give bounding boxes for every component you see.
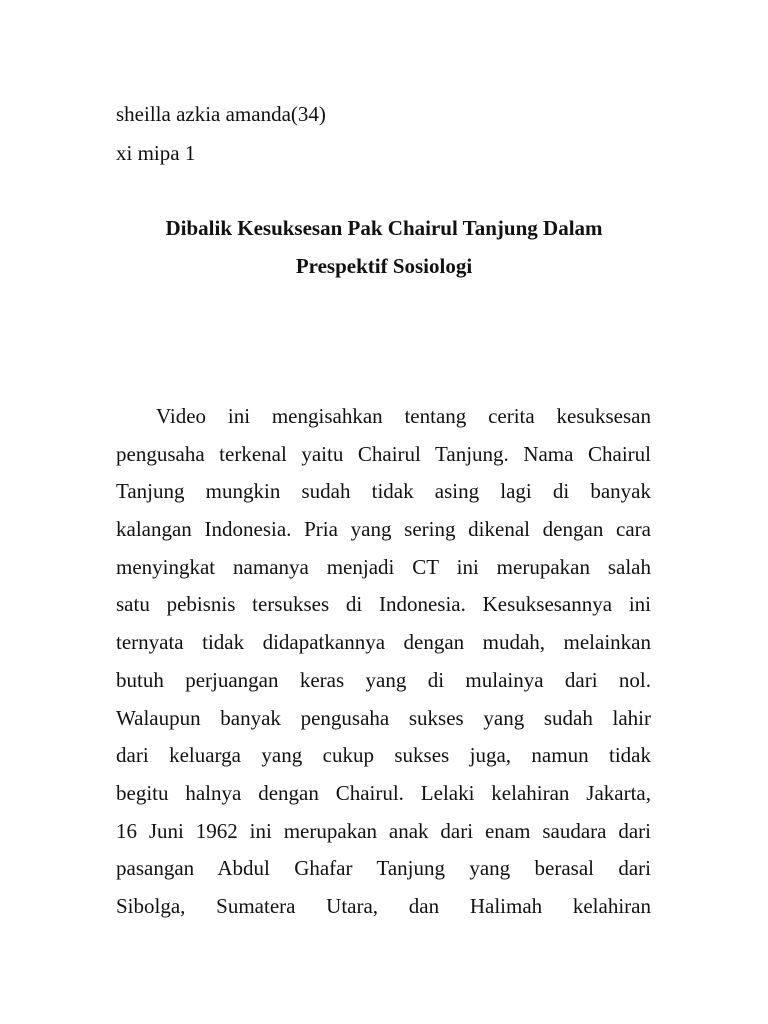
body-line: Sibolga, Sumatera Utara, dan Halimah kelahiran <box>116 893 651 918</box>
author-name: sheilla azkia amanda(34) <box>116 102 326 126</box>
title-line-1: Dibalik Kesuksesan Pak Chairul Tanjung Dalam <box>165 216 603 240</box>
class-label: xi mipa 1 <box>116 141 196 165</box>
body-line: dari keluarga yang cukup sukses juga, namun tidak <box>116 743 651 768</box>
body-line: menyingkat namanya menjadi CT ini merupakan salah <box>116 554 651 579</box>
body-line: butuh perjuangan keras yang di mulainya dari nol. <box>116 667 651 692</box>
body-line: ternyata tidak didapatkannya dengan mudah, melainkan <box>116 630 651 655</box>
body-paragraph <box>116 401 651 929</box>
body-line: Video ini mengisahkan tentang cerita kesuksesan <box>156 404 651 428</box>
body-line: kalangan Indonesia. Pria yang sering dikenal dengan cara <box>116 517 651 542</box>
body-line: Tanjung mungkin sudah tidak asing lagi di banyak <box>116 479 651 504</box>
body-line: pengusaha terkenal yaitu Chairul Tanjung. Nama Chairul <box>116 441 651 466</box>
body-line: 16 Juni 1962 ini merupakan anak dari enam saudara dari <box>116 818 651 843</box>
title-line-2: Prespektif Sosiologi <box>295 254 473 278</box>
body-line: pasangan Abdul Ghafar Tanjung yang berasal dari <box>116 856 651 881</box>
body-line: Walaupun banyak pengusaha sukses yang sudah lahir <box>116 705 651 730</box>
body-line: begitu halnya dengan Chairul. Lelaki kelahiran Jakarta, <box>116 780 651 805</box>
body-line: satu pebisnis tersukses di Indonesia. Kesuksesannya ini <box>116 592 651 617</box>
